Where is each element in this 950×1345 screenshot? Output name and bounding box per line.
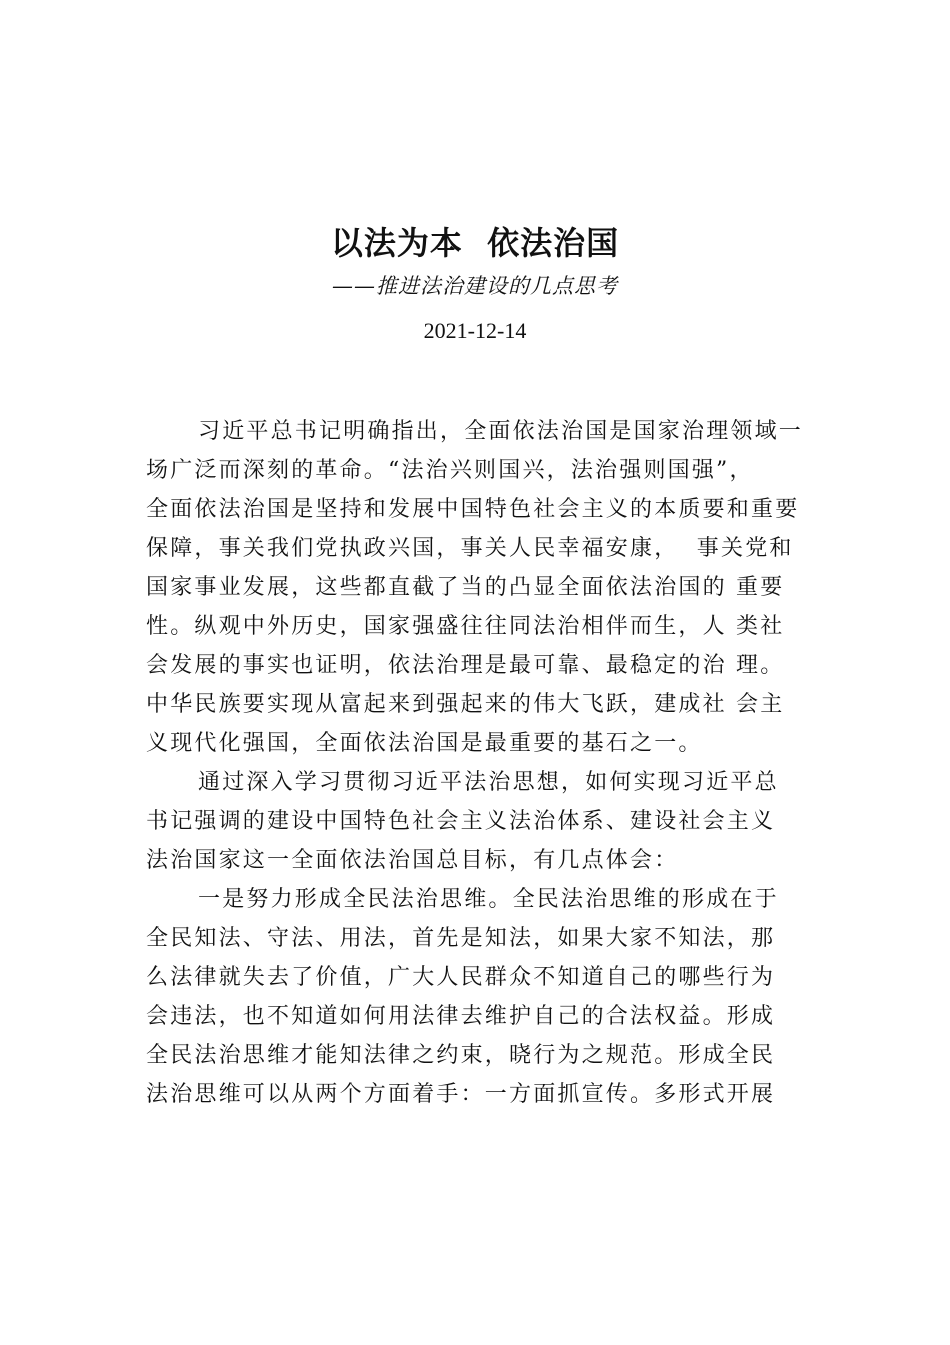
document-date: 2021-12-14	[423, 318, 527, 343]
paragraph-2	[146, 763, 816, 880]
paragraph-line: 义现代化强国，全面依法治国是最重要的基石之一。	[146, 731, 703, 756]
document-title: 以法为本 依法治国	[330, 224, 620, 262]
paragraph-line: 通过深入学习贯彻习近平法治思想，如何实现习近平总	[198, 770, 779, 795]
paragraph-line: 一是努力形成全民法治思维。全民法治思维的形成在于	[198, 887, 779, 912]
paragraph-line: 场广泛而深刻的革命。“法治兴则国兴，法治强则国强”，	[146, 458, 754, 483]
paragraph-line: 会违法，也不知道如何用法律去维护自己的合法权益。形成	[146, 1004, 776, 1029]
paragraph-line: 习近平总书记明确指出，全面依法治国是国家治理领域一	[198, 419, 804, 444]
paragraph-line: 中华民族要实现从富起来到强起来的伟大飞跃，建成社 会主	[146, 692, 785, 717]
paragraph-line: 会发展的事实也证明，依法治理是最可靠、最稳定的治 理。	[146, 653, 785, 678]
paragraph-line: 法治国家这一全面依法治国总目标，有几点体会：	[146, 848, 679, 873]
paragraph-line: 法治思维可以从两个方面着手：一方面抓宣传。多形式开展	[146, 1082, 776, 1107]
paragraph-line: 保障，事关我们党执政兴国，事关人民幸福安康， 事关党和	[146, 536, 794, 561]
paragraph-line: 性。纵观中外历史，国家强盛往往同法治相伴而生，人 类社	[146, 614, 785, 639]
paragraph-line: 全民知法、守法、用法，首先是知法，如果大家不知法，那	[146, 926, 776, 951]
paragraph-line: 全民法治思维才能知法律之约束，晓行为之规范。形成全民	[146, 1043, 776, 1068]
paragraph-line: 么法律就失去了价值，广大人民群众不知道自己的哪些行为	[146, 965, 776, 990]
document-subtitle: ——推进法治建设的几点思考	[332, 274, 618, 298]
paragraph-1	[146, 412, 816, 763]
document-body	[146, 412, 816, 1114]
paragraph-line: 国家事业发展，这些都直截了当的凸显全面依法治国的 重要	[146, 575, 785, 600]
paragraph-line: 书记强调的建设中国特色社会主义法治体系、建设社会主义	[146, 809, 776, 834]
paragraph-line: 全面依法治国是坚持和发展中国特色社会主义的本质要和重要	[146, 497, 800, 522]
paragraph-3	[146, 880, 816, 1114]
